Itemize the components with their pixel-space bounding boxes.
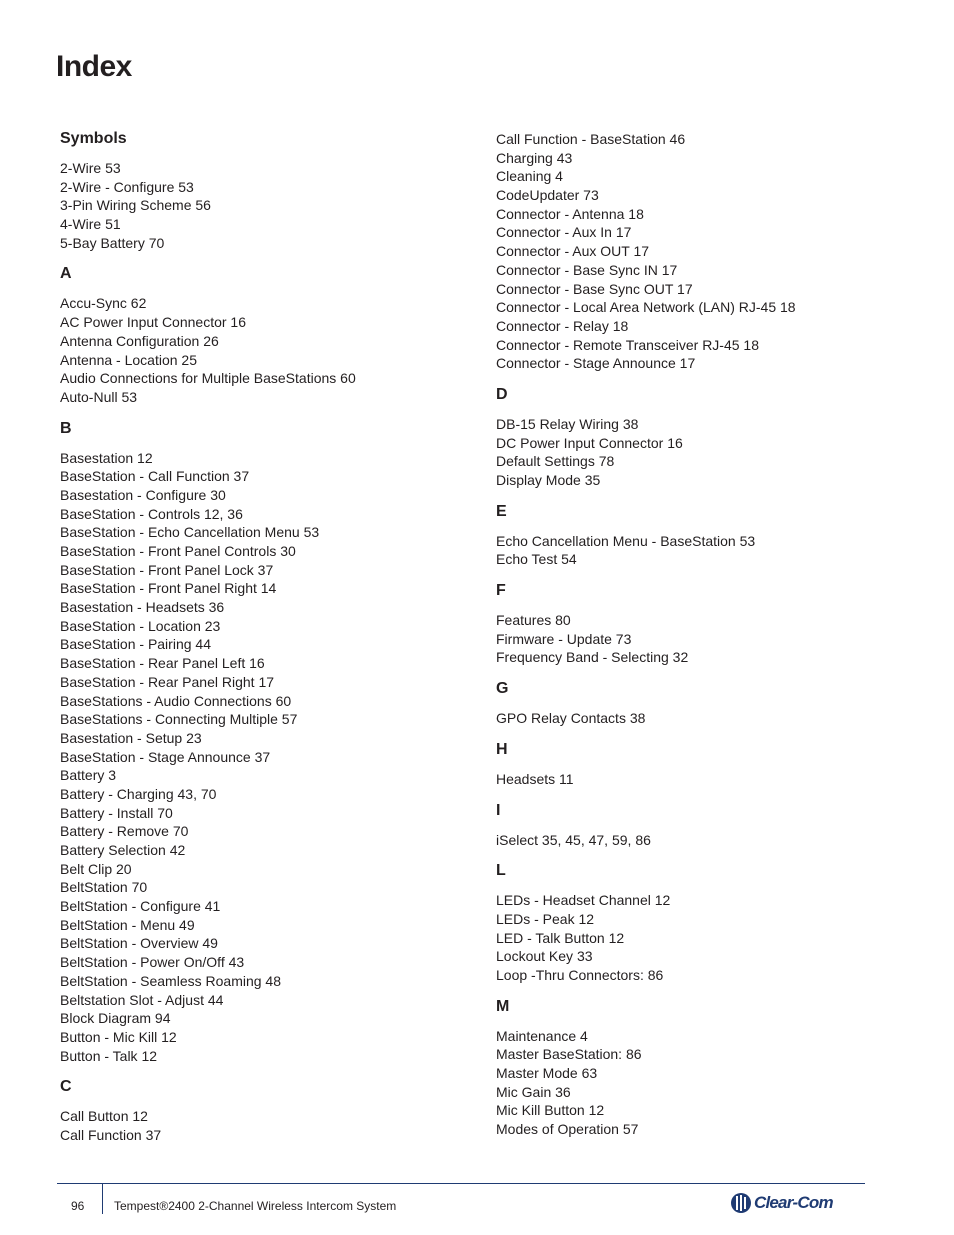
index-entry: Battery - Charging 43, 70 (60, 785, 217, 802)
section-heading: M (496, 997, 510, 1015)
index-entry: Call Function 37 (60, 1126, 162, 1143)
index-entry: Audio Connections for Multiple BaseStations 60 (60, 370, 356, 387)
entry-list (496, 415, 906, 490)
clear-com-logo (730, 1190, 833, 1216)
footer-divider (102, 1184, 103, 1214)
index-entry: Echo Cancellation Menu - BaseStation 53 (496, 532, 756, 549)
index-entry: CodeUpdater 73 (496, 187, 599, 204)
section-heading: E (496, 502, 507, 520)
index-section (496, 800, 906, 850)
clear-com-logo-icon (730, 1192, 752, 1214)
index-entry: 2-Wire - Configure 53 (60, 178, 194, 195)
section-heading: D (496, 385, 508, 403)
index-entry: Accu-Sync 62 (60, 295, 147, 312)
entry-list (60, 159, 470, 252)
index-entry: Basestation - Headsets 36 (60, 599, 225, 616)
index-right-column (496, 128, 906, 1150)
index-section (60, 263, 470, 406)
index-entry: Connector - Aux In 17 (496, 224, 632, 241)
index-entry: BaseStation - Controls 12, 36 (60, 505, 243, 522)
index-section (496, 501, 906, 569)
index-section (60, 1076, 470, 1144)
index-entry: Basestation - Setup 23 (60, 729, 202, 746)
section-heading: L (496, 862, 506, 880)
index-entry: LED - Talk Button 12 (496, 929, 625, 946)
section-heading: C (60, 1078, 72, 1096)
index-entry: BaseStation - Front Panel Controls 30 (60, 543, 296, 559)
index-entry: 3-Pin Wiring Scheme 56 (60, 197, 211, 214)
section-heading: H (496, 740, 508, 758)
index-left-column (60, 128, 470, 1156)
index-entry: Basestation 12 (60, 449, 153, 466)
index-section (496, 580, 906, 667)
index-entry: Belt Clip 20 (60, 860, 132, 877)
entry-list (496, 1027, 906, 1139)
index-entry: BaseStation - Echo Cancellation Menu 53 (60, 524, 320, 541)
entry-list (60, 449, 470, 1066)
index-entry: LEDs - Peak 12 (496, 910, 595, 927)
index-section (496, 996, 906, 1139)
index-section (496, 678, 906, 728)
index-section (496, 739, 906, 789)
index-entry: Maintenance 4 (496, 1027, 588, 1044)
section-heading: A (60, 265, 72, 283)
index-entry: Basestation - Configure 30 (60, 486, 226, 503)
index-entry: Firmware - Update 73 (496, 630, 632, 647)
index-entry: 5-Bay Battery 70 (60, 234, 165, 251)
index-entry: Call Button 12 (60, 1108, 148, 1125)
entry-list (60, 294, 470, 406)
index-entry: Battery - Remove 70 (60, 823, 189, 840)
entry-list (496, 611, 906, 667)
index-entry: Button - Talk 12 (60, 1047, 158, 1064)
index-entry: Master BaseStation: 86 (496, 1046, 642, 1063)
index-entry: BaseStation - Front Panel Lock 37 (60, 561, 274, 578)
index-entry: Connector - Local Area Network (LAN) RJ-45 18 (496, 299, 796, 316)
index-entry: Mic Kill Button 12 (496, 1102, 605, 1119)
index-entry: Battery - Install 70 (60, 804, 173, 821)
page-title: Index (56, 50, 132, 83)
index-right-sections (496, 384, 906, 1139)
index-entry: Charging 43 (496, 149, 573, 166)
index-entry: Lockout Key 33 (496, 948, 593, 965)
index-entry: BaseStation - Pairing 44 (60, 636, 211, 653)
index-entry: BaseStations - Audio Connections 60 (60, 692, 292, 709)
entry-list (496, 770, 906, 789)
index-entry: Features 80 (496, 612, 571, 629)
index-entry: Loop -Thru Connectors: 86 (496, 966, 664, 983)
index-entry: Modes of Operation 57 (496, 1121, 639, 1138)
index-entry: 2-Wire 53 (60, 160, 121, 176)
index-entry: Call Function - BaseStation 46 (496, 131, 686, 147)
index-section (496, 860, 906, 984)
index-entry: Connector - Relay 18 (496, 317, 629, 334)
index-entry: Display Mode 35 (496, 472, 601, 488)
index-entry: BeltStation - Seamless Roaming 48 (60, 972, 281, 989)
continued-entries-c (496, 130, 906, 373)
index-entry: BeltStation 70 (60, 879, 148, 896)
index-entry: BaseStation - Rear Panel Left 16 (60, 655, 265, 672)
section-heading: F (496, 582, 506, 600)
index-entry: Connector - Aux OUT 17 (496, 243, 650, 260)
index-entry: BaseStations - Connecting Multiple 57 (60, 711, 298, 728)
index-entry: BaseStation - Call Function 37 (60, 468, 250, 485)
index-entry: Beltstation Slot - Adjust 44 (60, 991, 224, 1008)
index-entry: BaseStation - Front Panel Right 14 (60, 580, 277, 597)
index-entry: AC Power Input Connector 16 (60, 314, 246, 331)
index-entry: Mic Gain 36 (496, 1083, 571, 1100)
index-entry: iSelect 35, 45, 47, 59, 86 (496, 831, 651, 848)
index-entry: Cleaning 4 (496, 168, 563, 185)
section-heading: I (496, 801, 501, 819)
section-heading: B (60, 419, 72, 437)
index-entry: Battery Selection 42 (60, 842, 186, 858)
index-entry: BeltStation - Menu 49 (60, 916, 195, 933)
index-entry: Frequency Band - Selecting 32 (496, 649, 689, 666)
index-entry: Button - Mic Kill 12 (60, 1028, 177, 1045)
index-entry: Connector - Remote Transceiver RJ-45 18 (496, 336, 759, 353)
index-entry: Antenna - Location 25 (60, 351, 197, 368)
index-entry: BaseStation - Rear Panel Right 17 (60, 673, 275, 690)
index-entry: Master Mode 63 (496, 1065, 598, 1081)
index-entry: BeltStation - Power On/Off 43 (60, 954, 245, 971)
index-entry: Default Settings 78 (496, 453, 615, 470)
clear-com-logo-text: Clear-Com (754, 1193, 833, 1212)
index-entry: Connector - Base Sync IN 17 (496, 261, 678, 278)
index-entry: DC Power Input Connector 16 (496, 434, 683, 451)
footer-rule (57, 1183, 865, 1184)
index-entry: Echo Test 54 (496, 551, 577, 568)
index-entry: GPO Relay Contacts 38 (496, 710, 646, 727)
index-entry: Antenna Configuration 26 (60, 332, 219, 349)
index-entry: Connector - Stage Announce 17 (496, 355, 696, 372)
index-section (60, 418, 470, 1066)
entry-list (496, 891, 906, 984)
index-entry: DB-15 Relay Wiring 38 (496, 415, 639, 432)
index-entry: BaseStation - Stage Announce 37 (60, 748, 271, 765)
footer-doc-title: Tempest®2400 2-Channel Wireless Intercom System (114, 1199, 397, 1213)
index-entry: 4-Wire 51 (60, 216, 121, 233)
index-entry: LEDs - Headset Channel 12 (496, 892, 671, 909)
entry-list (496, 831, 906, 850)
index-entry: Connector - Antenna 18 (496, 205, 644, 222)
entry-list (496, 532, 906, 569)
index-entry: Auto-Null 53 (60, 388, 138, 405)
index-entry: BeltStation - Overview 49 (60, 935, 218, 952)
index-section (496, 384, 906, 490)
index-entry: BaseStation - Location 23 (60, 617, 221, 634)
index-entry: Connector - Base Sync OUT 17 (496, 280, 693, 297)
index-section (60, 128, 470, 252)
page-number: 96 (71, 1199, 85, 1213)
index-entry: Headsets 11 (496, 770, 574, 787)
index-entry: Block Diagram 94 (60, 1010, 171, 1027)
section-heading: Symbols (60, 130, 127, 147)
section-heading: G (496, 680, 509, 698)
entry-list (496, 709, 906, 728)
entry-list (60, 1107, 470, 1144)
index-entry: Battery 3 (60, 767, 117, 784)
index-entry: BeltStation - Configure 41 (60, 898, 221, 915)
